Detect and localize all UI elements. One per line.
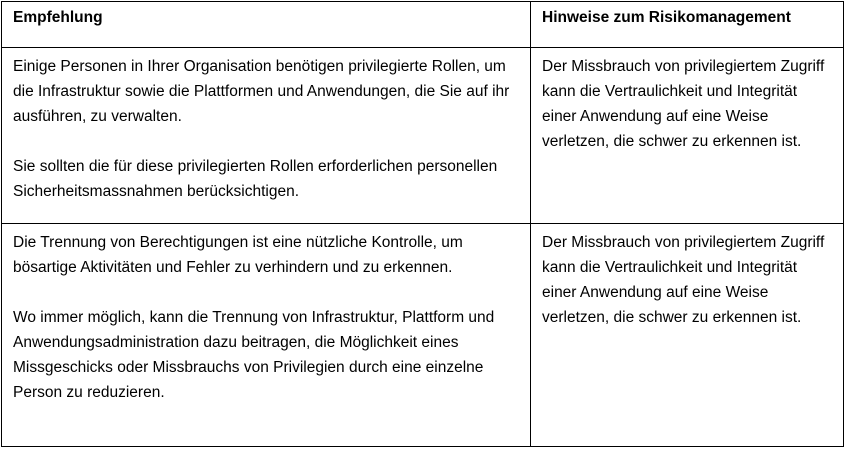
- recommendation-paragraph: Wo immer möglich, kann die Trennung von Infrastruktur, Plattform und Anwendungsadministration dazu beitragen, die Möglichkeit eines Missgeschicks oder Missbrauchs von Privilegien durch eine einzelne Person zu reduzieren.: [13, 309, 495, 401]
- recommendation-table: [1, 1, 844, 447]
- recommendation-paragraph: Sie sollten die für diese privilegierten Rollen erforderlichen personellen Sicherheitsmassnahmen berücksichtigen.: [13, 158, 498, 200]
- risk-note-text: Der Missbrauch von privilegiertem Zugriff kann die Vertraulichkeit und Integrität einer Anwendung auf eine Weise verletzen, die schwer zu erkennen ist.: [542, 234, 825, 326]
- table-row: [2, 224, 844, 447]
- recommendation-paragraph: Die Trennung von Berechtigungen ist eine nützliche Kontrolle, um bösartige Aktivitäten und Fehler zu verhindern und zu erkennen.: [13, 234, 463, 276]
- risk-note-cell: [531, 224, 844, 447]
- header-recommendation: Empfehlung: [2, 2, 531, 48]
- risk-note-cell: [531, 48, 844, 224]
- table-header-row: [2, 2, 844, 48]
- recommendation-paragraph: Einige Personen in Ihrer Organisation benötigen privilegierte Rollen, um die Infrastruktur sowie die Plattformen und Anwendungen, die Sie auf ihr ausführen, zu verwalten.: [13, 58, 510, 125]
- recommendation-cell: [2, 224, 531, 447]
- table-row: [2, 48, 844, 224]
- risk-note-text: Der Missbrauch von privilegiertem Zugriff kann die Vertraulichkeit und Integrität einer Anwendung auf eine Weise verletzen, die schwer zu erkennen ist.: [542, 58, 825, 150]
- recommendation-cell: [2, 48, 531, 224]
- header-risk-management: Hinweise zum Risikomanagement: [531, 2, 844, 48]
